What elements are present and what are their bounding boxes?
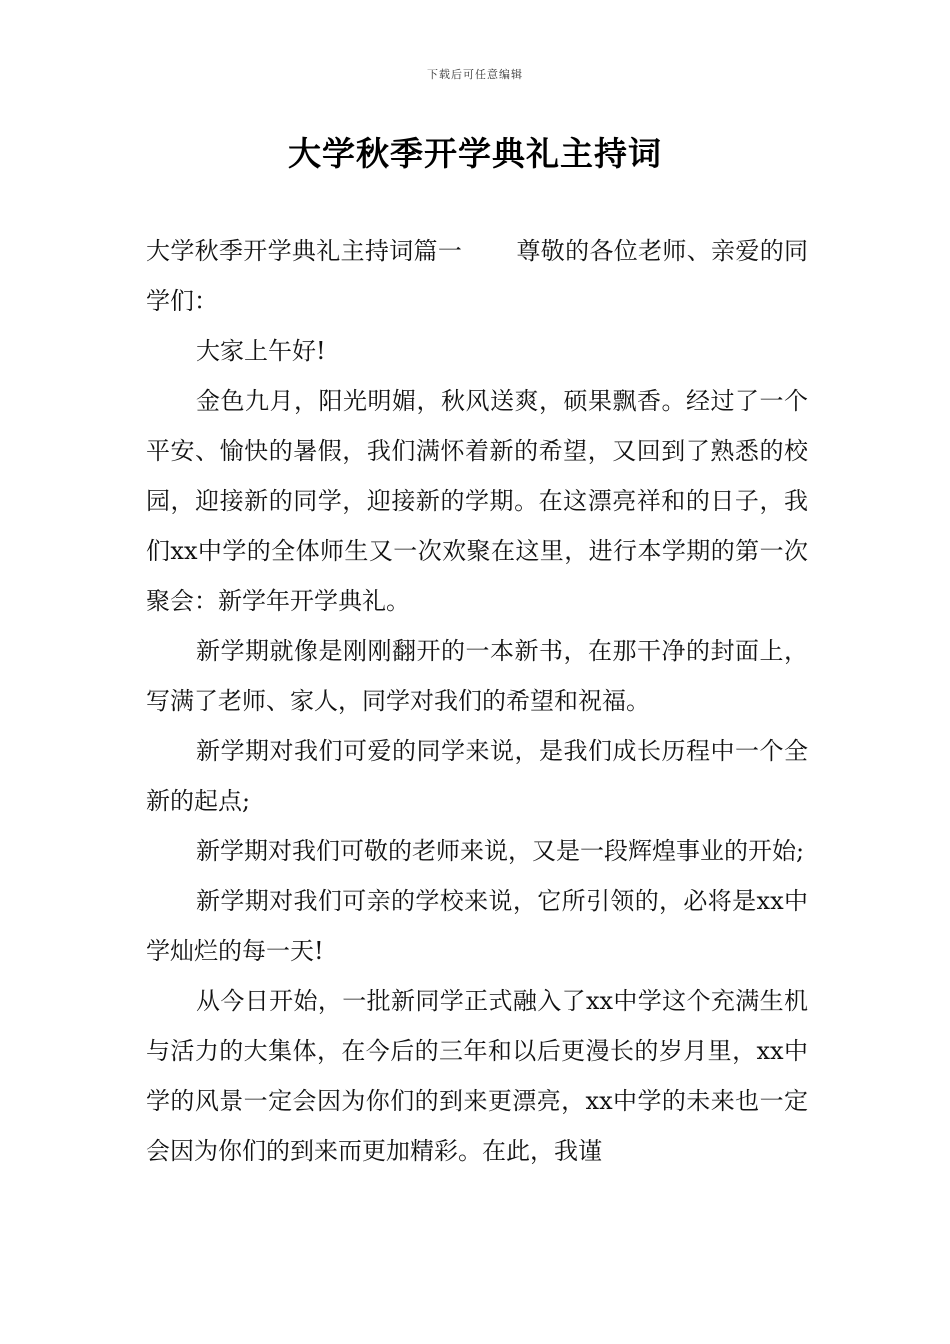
opening-paragraph xyxy=(146,226,808,326)
salutation-text: 尊敬的各位老师、亲爱的同学们： xyxy=(146,237,809,315)
document-title: 大学秋季开学典礼主持词 xyxy=(288,134,662,173)
section-title: 大学秋季开学典礼主持词篇一 xyxy=(146,237,463,265)
paragraph-new-book: 新学期就像是刚刚翻开的一本新书，在那干净的封面上，写满了老师、家人，同学对我们的希望和祝福。 xyxy=(146,637,808,715)
paragraph-school: 新学期对我们可亲的学校来说，它所引领的，必将是xx中学灿烂的每一天! xyxy=(146,887,808,965)
paragraph-teachers: 新学期对我们可敬的老师来说，又是一段辉煌事业的开始; xyxy=(196,837,805,865)
document-body xyxy=(146,226,808,1176)
paragraph-students: 新学期对我们可爱的同学来说，是我们成长历程中一个全新的起点; xyxy=(146,737,808,815)
header-note: 下载后可任意编辑 xyxy=(427,68,523,81)
paragraph-greeting: 大家上午好! xyxy=(196,337,326,365)
paragraph-autumn: 金色九月，阳光明媚，秋风送爽，硕果飘香。经过了一个平安、愉快的暑假，我们满怀着新的希望，又回到了熟悉的校园，迎接新的同学，迎接新的学期。在这漂亮祥和的日子，我们xx中学的全体师生又一次欢聚在这里，进行本学期的第一次聚会：新学年开学典礼。 xyxy=(146,387,808,615)
paragraph-new-students: 从今日开始，一批新同学正式融入了xx中学这个充满生机与活力的大集体，在今后的三年和以后更漫长的岁月里，xx中学的风景一定会因为你们的到来更漂亮，xx中学的未来也一定会因为你们的到来而更加精彩。在此，我谨 xyxy=(146,987,808,1165)
